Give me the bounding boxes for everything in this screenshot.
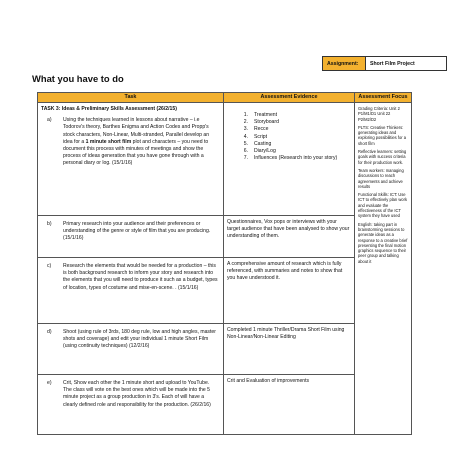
item-label: d) (47, 329, 52, 335)
page-heading: What you have to do (32, 73, 124, 84)
focus-reflective: Reflective learners: setting goals with success criteria for their production work. (358, 149, 407, 165)
list-item: 2. Storyboard (243, 119, 279, 126)
focus-plts: PLTS: Creative Thinkers: generating ideas and exploring possibilities for a short film (358, 124, 407, 146)
task-cell-e (38, 375, 224, 435)
task-text-a: Using the techniques learned in lessons about narrative – i.e Todorov's theory, Barthes Enigma and Action Codes and Propp's stock characters, Non-Linear, Multi-stranded, Parallel develop an idea for a 1 minute short film plot and characters – you need to document this process with minutes of meetings and show the process of ideas generation that you have gone through with a personal diary or log. (15/1/16) (63, 117, 210, 167)
evidence-cell-a (224, 103, 355, 216)
task-cell-b (38, 216, 224, 258)
task-text-c: Research the elements that would be needed for a production – this is both background research to inform your story and research into the elements that you will need to produce it such as a budget, types of location, types of costume and mise-en-scene. . (15/1/16) (63, 263, 218, 291)
header-focus: Assessment Focus (355, 93, 412, 103)
focus-functional: Functional Skills: ICT: Use ICT to effectively plan work and evaluate the effectiveness of the ICT system they have used (358, 192, 407, 219)
assignment-box (322, 56, 447, 71)
list-item: 5. Casting (243, 140, 272, 147)
task-table (37, 92, 412, 435)
task-title: TASK 3: Ideas & Preliminary Skills Assessment (26/2/15) (41, 106, 177, 112)
list-item: 4. Script (243, 133, 268, 140)
focus-criteria: Grading Criteria: Unit 2 P1/M1/D1 Unit 22 P2/M2/D2 (358, 106, 400, 122)
evidence-cell-b: Questionnaires, Vox pops or interviews with your target audience that have been analysed to show your understanding of them. (224, 216, 355, 258)
assignment-value: Short Film Project (366, 57, 447, 71)
task-text-e: Crit, Show each other the 1 minute short and upload to YouTube. The class will vote on the best ones which will be made into the 5 minute project as a group production in 3's. Each of will have a clearly defined role and responsibility for the production. (26/2/16) (63, 380, 211, 408)
item-label: b) (47, 221, 52, 227)
item-label: e) (47, 380, 52, 386)
item-label: a) (47, 117, 52, 124)
evidence-cell-d: Completed 1 minute Thriller/Drama Short Film using Non-Linear/Non-Linear Editing (224, 324, 355, 375)
task-cell-a (38, 103, 224, 216)
focus-team: Team workers: managing discussions to reach agreements and achieve results (358, 167, 404, 189)
task-cell-d (38, 324, 224, 375)
focus-cell (355, 103, 412, 435)
list-item: 7. Influences (Research into your story) (243, 155, 338, 162)
table-header-row (38, 93, 412, 103)
task-text-d: Shoot (using rule of 3rds, 180 deg rule, low and high angles, master shots and coverage) and edit your individual 1 minute Short Film (using continuity techniques) (12/2/16) (63, 329, 216, 350)
header-evidence: Assessment Evidence (224, 93, 355, 103)
table-row (38, 103, 412, 216)
evidence-cell-c: A comprehensive amount of research which is fully referenced, with summaries and notes to show that you have understood it. (224, 258, 355, 324)
list-item: 1. Treatment (243, 112, 278, 118)
evidence-cell-e: Crit and Evaluation of improvements (224, 375, 355, 435)
list-item: 6. Diary/Log (243, 148, 276, 155)
task-text-b: Primary research into your audience and their preferences or understanding of the genre or style of film that you are producing. (15/1/16) (63, 221, 211, 242)
header-task: Task (38, 93, 224, 103)
list-item: 3. Recce (243, 126, 269, 133)
task-cell-c (38, 258, 224, 324)
assignment-label: Assignment: (323, 57, 366, 71)
evidence-list (232, 112, 351, 162)
focus-english: English: taking part in brainstorming sessions to generate ideas as a response to a creative brief presenting the final motion graphics sequence to their peer group and talking about it (358, 221, 408, 264)
item-label: c) (47, 263, 52, 269)
